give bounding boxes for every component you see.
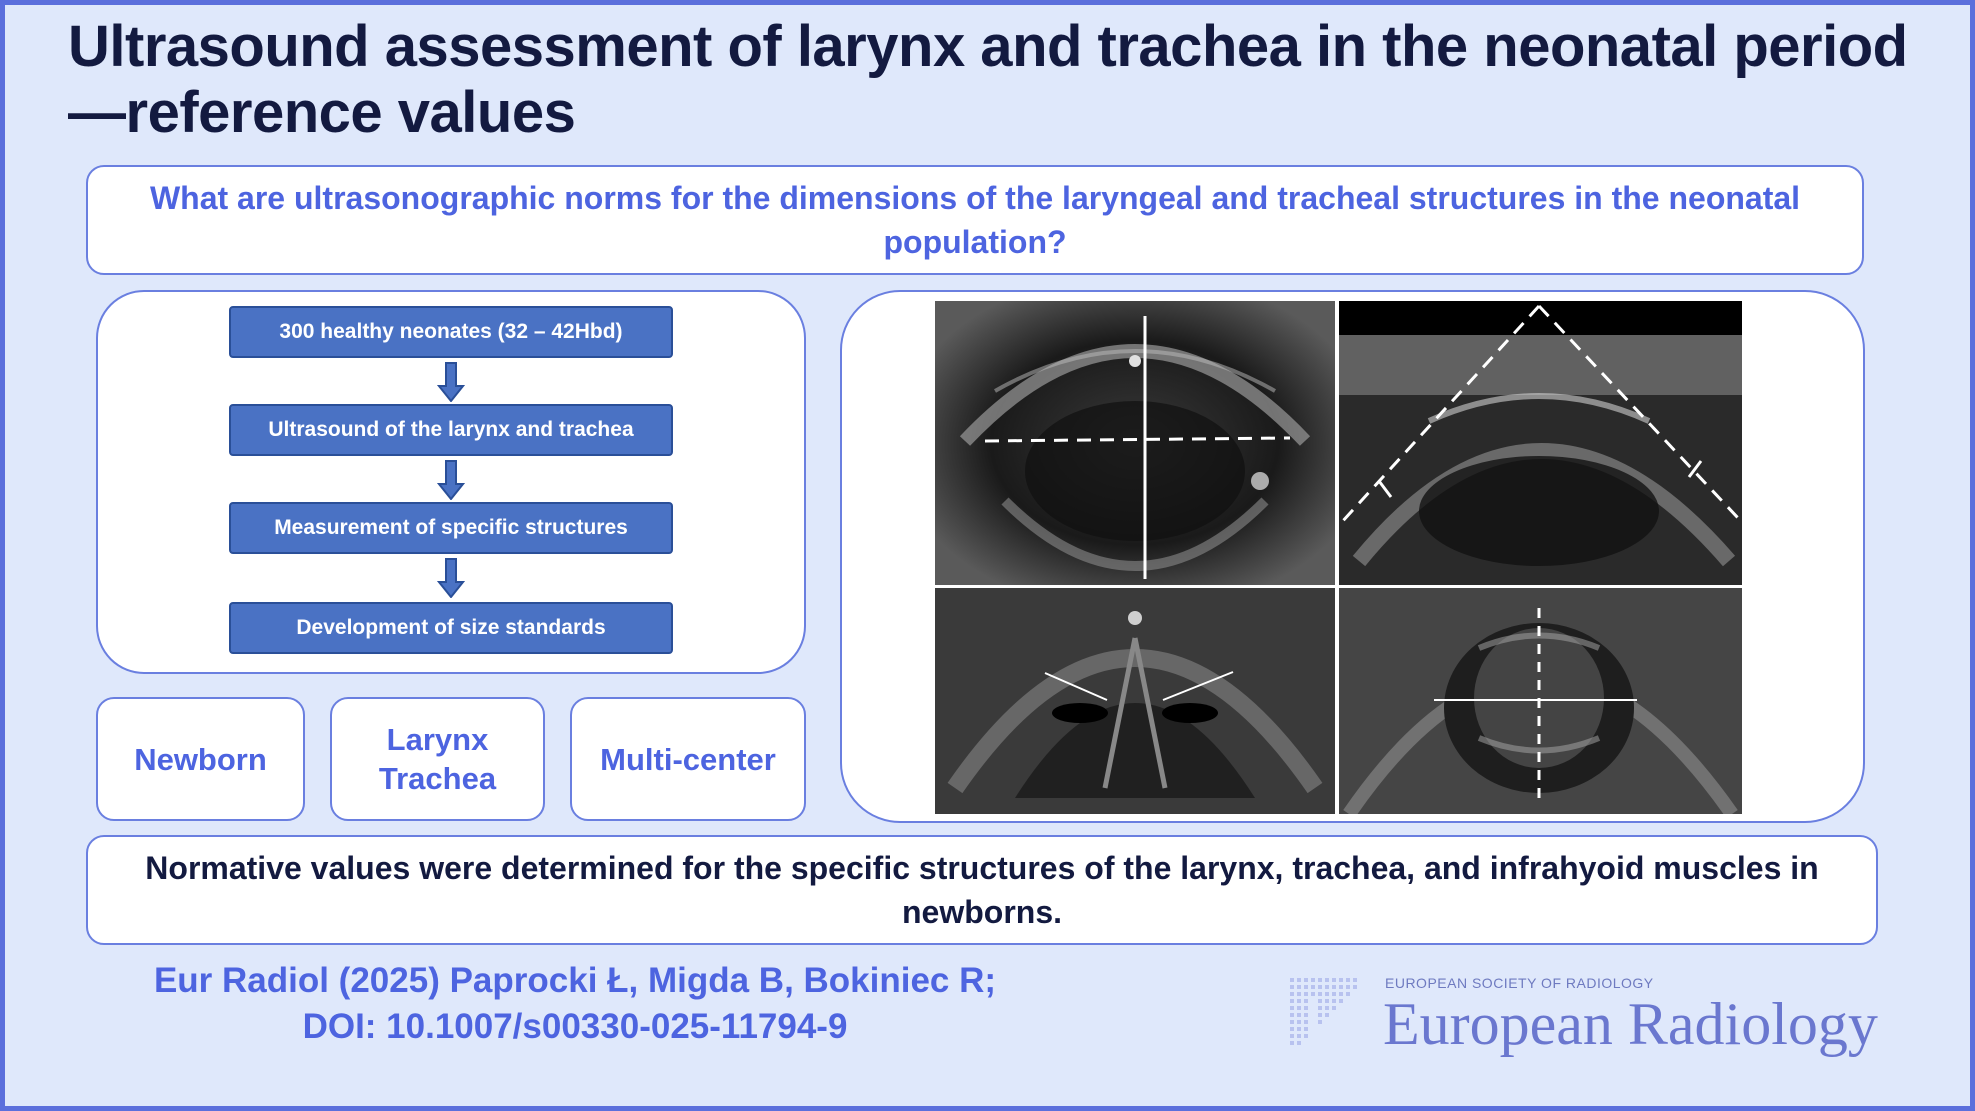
flow-step-population: 300 healthy neonates (32 – 42Hbd) (229, 306, 673, 358)
conclusion: Normative values were determined for the specific structures of the larynx, trachea, and infrahyoid muscles in newborns. (86, 835, 1878, 945)
tag-trachea: Trachea (378, 761, 497, 796)
ultrasound-panel (840, 290, 1865, 823)
tag-larynx-trachea (330, 697, 545, 821)
tag-multicenter: Multi-center (570, 697, 806, 821)
ultrasound-image-3 (935, 588, 1335, 814)
ultrasound-image-4 (1339, 588, 1742, 814)
flow-step-measurement: Measurement of specific structures (229, 502, 673, 554)
flow-step-standards: Development of size standards (229, 602, 673, 654)
society-name: EUROPEAN SOCIETY OF RADIOLOGY (1385, 975, 1654, 991)
european-radiology-logo-icon (1290, 978, 1360, 1046)
down-arrow-icon (437, 362, 465, 402)
page-title: Ultrasound assessment of larynx and trachea in the neonatal period—reference values (68, 14, 1908, 145)
down-arrow-icon (437, 558, 465, 598)
journal-name: European Radiology (1383, 991, 1878, 1057)
citation-doi: DOI: 10.1007/s00330-025-11794-9 (302, 1007, 848, 1046)
citation-authors: Eur Radiol (2025) Paprocki Ł, Migda B, Bokiniec R; (153, 961, 997, 1000)
tag-newborn: Newborn (96, 697, 305, 821)
tag-larynx: Larynx (386, 722, 489, 757)
research-question: What are ultrasonographic norms for the dimensions of the laryngeal and tracheal structures in the neonatal population? (86, 165, 1864, 275)
flow-step-ultrasound: Ultrasound of the larynx and trachea (229, 404, 673, 456)
citation (80, 958, 1070, 1050)
down-arrow-icon (437, 460, 465, 500)
ultrasound-image-1 (935, 301, 1335, 585)
study-flow-panel (96, 290, 806, 674)
ultrasound-image-2 (1339, 301, 1742, 585)
